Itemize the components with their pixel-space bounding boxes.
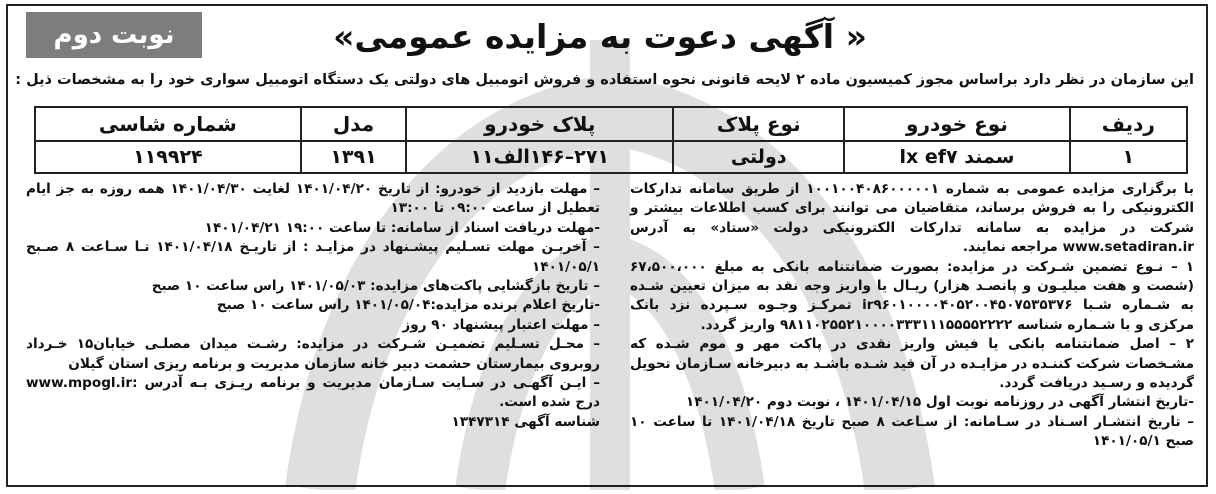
auction-info-paragraph: با برگزاری مزایده عمومی به شماره ۱۰۰۱۰۰۴۰۸۶۰۰۰۰۰۱ از طریق سامانه تدارکات الکترونیکی را به فروش برساند، متقاضیان می توانند برای کسب اطلاعات بیشتر و شرکت در مزایده به سامانه تدارکات الکترونیکی دولت «ستاد» به آدرس www.setadiran.ir مراجعه نمایند. — [630, 181, 1194, 256]
opening-date-paragraph: – تاریخ بازگشایی پاکت‌های مزایده: ۱۴۰۱/۰۵/۰۳ راس ساعت ۱۰ صبح — [151, 278, 600, 295]
documents-release-paragraph: – تاریخ انتشـار اسـناد در سـامانه: از سـاعت ۸ صبح تاریخ ۱۴۰۱/۰۴/۱۸ تا ساعت ۱۰ صبح ۱۴۰۱/۰۵/۱ — [630, 413, 1195, 450]
submission-location-paragraph: – محـل تسـلیم تضمیـن شـرکت در مزایده: رشـت میدان مصلـی خیابان۱۵ خـرداد روبروی بیمارستان حشمت دبیر خانه سازمان مدیریت و برنامه ریزی استان گیلان — [26, 336, 600, 372]
intro-text: این سازمان در نظر دارد براساس مجوز کمیسیون ماده ۲ لایحه قانونی نحوه استفاده و فروش اتومبیل های دولتی یک دستگاه اتومبیل سواری خود را به مشخصات ذیل : — [15, 72, 1194, 88]
cell-vehicle-type: سمند lx ef۷ — [844, 141, 1069, 173]
terms-column-right — [630, 180, 1194, 452]
round-badge: نوبت دوم — [26, 12, 202, 58]
winner-announcement-paragraph: -تاریخ اعلام برنده مزایده:۱۴۰۱/۰۵/۰۴ راس ساعت ۱۰ صبح — [216, 297, 600, 314]
cell-model: ۱۳۹۱ — [301, 141, 407, 173]
document-deadline-paragraph: -مهلت دریافت اسناد از سامانه: تا ساعت ۱۹:۰۰ ۱۴۰۱/۰۴/۲۱ — [204, 219, 600, 236]
header-plate-type: نوع پلاک — [673, 107, 844, 141]
website-notice-paragraph: – ایـن آگهـی در سـایت سـازمان مدیریت و برنامه ریـزی بـه آدرس :www.mpogl.ir درج شده است. — [26, 375, 600, 411]
page-title: « آگهی دعوت به مزایده عمومی» — [333, 17, 867, 56]
bid-validity-paragraph: – مهلت اعتبار پیشنهاد ۹۰ روز — [402, 316, 600, 333]
guarantee-type-paragraph: ۱ – نـوع تضمین شـرکت در مزایده: بصورت ضمانتنامه بانکی به مبلغ ۶۷،۵۰۰،۰۰۰ (شصت و هفت میلیـون و پانصـد هزار) ریـال یا واریز وجه نقد به میزان تعیین شـده به شـماره شـبا ir۹۶۰۱۰۰۰۰۴۰۵۲۰۰۴۵۰۷۵۳۵۳۷۶ تمرکـز وجـوه سـپرده نزد بانک مرکزی و با شـماره شناسه ۹۸۱۱۰۲۵۵۲۱۰۰۰۰۳۳۳۱۱۱۵۵۵۵۲۲۲۲ واریز گردد. — [630, 258, 1194, 333]
header-chassis-number: شماره شاسی — [35, 107, 301, 141]
cell-chassis-number: ۱۱۹۹۲۴ — [35, 141, 301, 173]
header-vehicle-type: نوع خودرو — [844, 107, 1069, 141]
cell-plate-type: دولتی — [673, 141, 844, 173]
header-model: مدل — [301, 107, 407, 141]
table-header-row — [35, 107, 1187, 141]
inspection-deadline-paragraph: – مهلت بازدید از خودرو: از تاریخ ۱۴۰۱/۰۴/۲۰ لغایت ۱۴۰۱/۰۴/۳۰ همه روزه به جز ایام تعطیل از ساعت ۰۹:۰۰ تا ۱۳:۰۰ — [26, 181, 600, 217]
vehicle-spec-table — [34, 106, 1188, 174]
bid-deadline-paragraph: – آخریـن مهلت تسـلیم پیشـنهاد در مزایـد : از تاریـخ ۱۴۰۱/۰۴/۱۸ تـا سـاعت ۸ صـبح ۱۴۰۱/۰۵/۱ — [26, 239, 600, 275]
cell-plate-number: ۲۷۱–۱۴۶الف۱۱ — [406, 141, 673, 173]
cell-row-number: ۱ — [1070, 141, 1187, 173]
notice-id-paragraph: شناسه آگهی ۱۳۴۷۳۱۴ — [451, 413, 600, 430]
header-row-number: ردیف — [1070, 107, 1187, 141]
terms-column-left — [26, 180, 600, 432]
guarantee-submission-paragraph: ۲ – اصل ضمانتنامه بانکی یا فیش واریز نقدی در پاکت مهر و موم شـده که مشـخصات شرکت کننـده در مزایـده در آن قید شـده باشـد به دبیرخانه سـازمان تحویل گردیده و رسـید دریافت گردد. — [630, 336, 1194, 392]
publication-date-paragraph: -تاریخ انتشار آگهی در روزنامه نوبت اول ۱۴۰۱/۰۴/۱۵ ، نوبت دوم ۱۴۰۱/۰۴/۲۰ — [685, 394, 1194, 411]
header-plate-number: پلاک خودرو — [406, 107, 673, 141]
table-row — [35, 141, 1187, 173]
